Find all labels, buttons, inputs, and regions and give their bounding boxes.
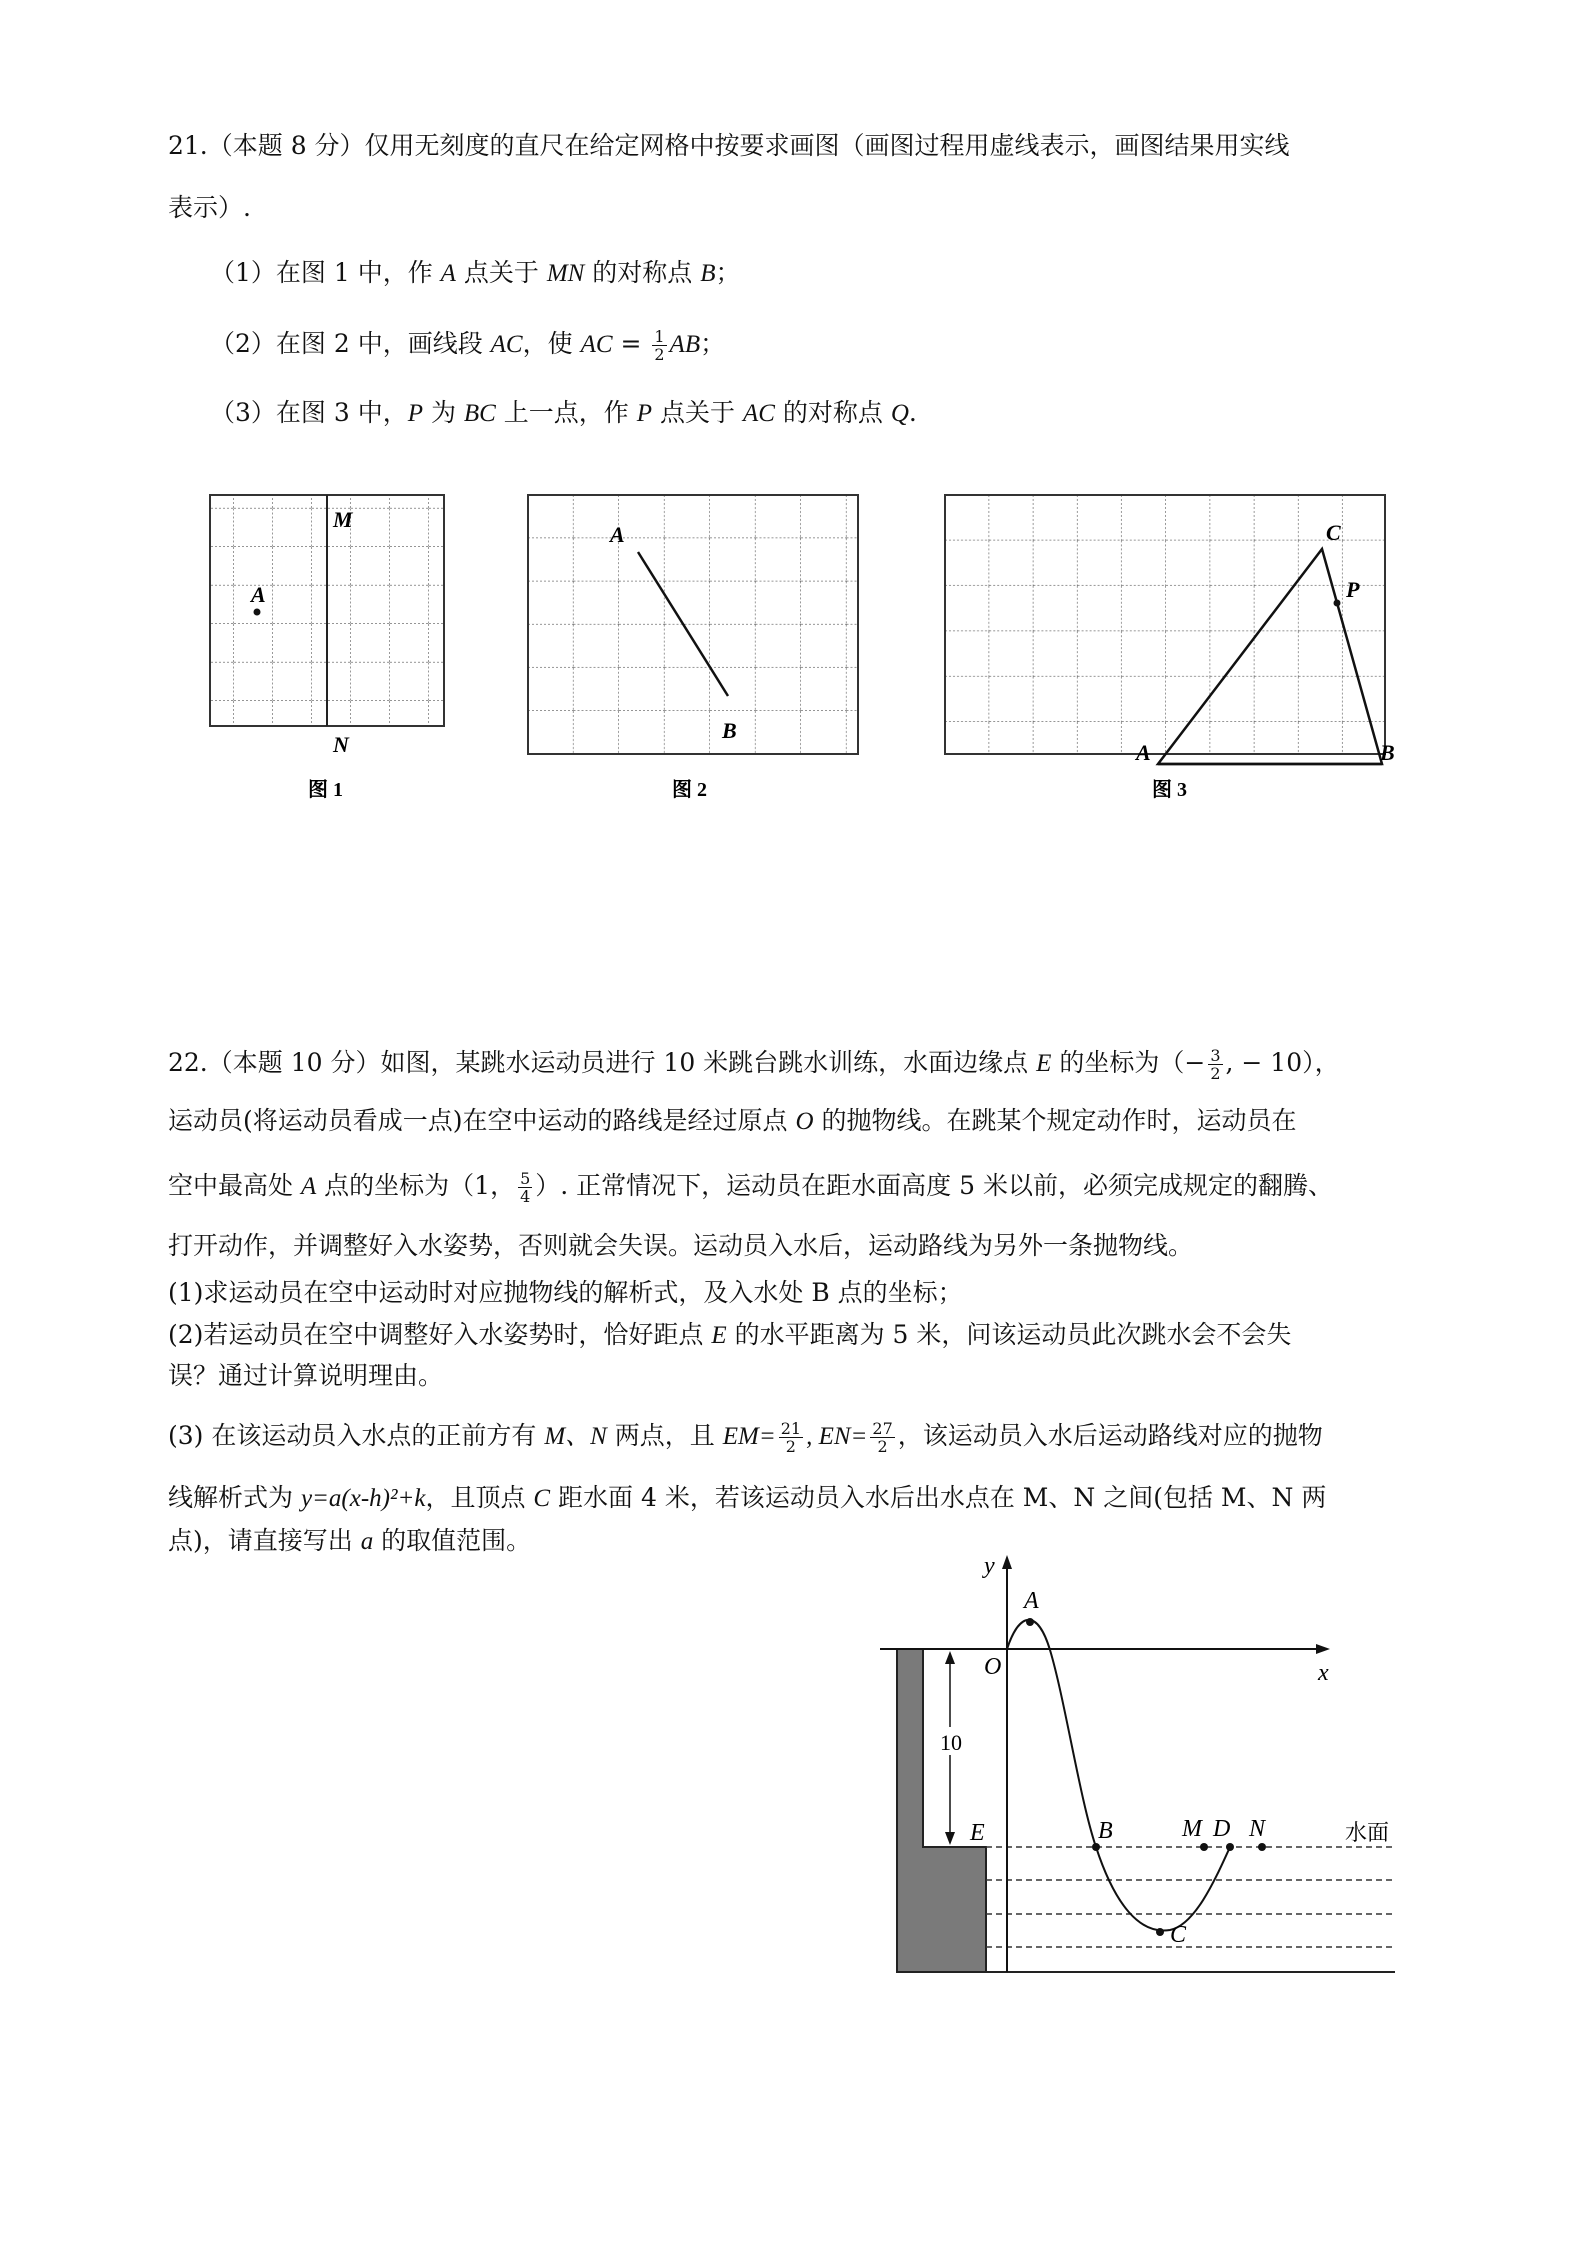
fig1-label-a: A [251, 582, 266, 607]
q21-line1: 21.（本题 8 分）仅用无刻度的直尺在给定网格中按要求画图（画图过程用虚线表示，画图结果用实线 [168, 131, 1290, 160]
fig1-label-n: N [333, 732, 349, 757]
fig1-label-m: M [333, 507, 353, 532]
height-label: 10 [940, 1730, 962, 1755]
label-c: C [1170, 1922, 1187, 1948]
fraction-one-half: $\frac{1}{2}$ [654, 327, 665, 364]
figure-2 [528, 495, 858, 801]
q21-part1: （1）在图 1 中，作 A 点关于 MN 的对称点 B； [210, 258, 741, 287]
point-d [1226, 1843, 1234, 1851]
q21-line2: 表示）. [168, 193, 251, 222]
q22-line1: 22.（本题 10 分）如图，某跳水运动员进行 10 米跳台跳水训练，水面边缘点 E 的坐标为（− $\frac{3}{2}$ , − 10）， [168, 1046, 1340, 1083]
label-o: O [984, 1654, 1002, 1680]
fig1-caption: 图 1 [308, 779, 343, 801]
q21-figures [0, 470, 1586, 830]
point-a [1026, 1618, 1034, 1626]
fig3-label-p: P [1346, 577, 1360, 602]
label-e: E [970, 1820, 985, 1846]
q22-sub3-line2: 线解析式为 y=a(x-h)²+k，且顶点 C 距水面 4 米，若该运动员入水后出水点在 M、N 之间(包括 M、N 两 [168, 1483, 1327, 1512]
fig2-caption: 图 2 [672, 779, 707, 801]
label-d: D [1213, 1816, 1231, 1842]
point-c [1156, 1928, 1164, 1936]
point-b [1092, 1843, 1100, 1851]
q22-sub3: (3) 在该运动员入水点的正前方有 M、N 两点，且 EM= $\frac{21}{2}$ , EN= $\frac{27}{2}$ ，该运动员入水后运动路线对应的抛物 [168, 1419, 1323, 1456]
label-n: N [1249, 1816, 1266, 1842]
fig3-label-c: C [1326, 520, 1341, 545]
q22-sub2: (2)若运动员在空中调整好入水姿势时，恰好距点 E 的水平距离为 5 米，问该运动员此次跳水会不会失 [168, 1320, 1292, 1349]
fig2-label-b: B [722, 718, 737, 743]
label-x: x [1318, 1660, 1329, 1686]
figure-3 [945, 495, 1395, 801]
fig3-caption: 图 3 [1152, 779, 1187, 801]
q21-part3: （3）在图 3 中，P 为 BC 上一点，作 P 点关于 AC 的对称点 Q. [210, 398, 917, 427]
q22-line3: 空中最高处 A 点的坐标为（1， $\frac{5}{4}$ ）. 正常情况下，运动员在距水面高度 5 米以前，必须完成规定的翻腾、 [168, 1169, 1333, 1206]
label-y: y [984, 1553, 995, 1579]
fig2-label-a: A [610, 522, 625, 547]
q22-sub1: (1)求运动员在空中运动时对应抛物线的解析式，及入水处 B 点的坐标； [168, 1278, 963, 1307]
q22-sub2-line2: 误？通过计算说明理由。 [168, 1361, 444, 1390]
label-m: M [1182, 1816, 1202, 1842]
fig3-label-a: A [1136, 740, 1151, 765]
point-m [1200, 1843, 1208, 1851]
q22-line4: 打开动作，并调整好入水姿势，否则就会失误。运动员入水后，运动路线为另外一条抛物线。 [168, 1231, 1194, 1260]
trajectory-curve [1007, 1620, 1230, 1931]
fig3-label-b: B [1380, 740, 1395, 765]
q22-line2: 运动员(将运动员看成一点)在空中运动的路线是经过原点 O 的抛物线。在跳某个规定动作时，运动员在 [168, 1106, 1297, 1135]
point-n [1258, 1843, 1266, 1851]
q21-part2: （2）在图 2 中，画线段 AC，使 AC = $\frac{1}{2}$ AB； [210, 327, 726, 364]
label-b: B [1098, 1818, 1113, 1844]
label-a: A [1024, 1588, 1039, 1614]
q22-sub3-line3: 点)，请直接写出 a 的取值范围。 [168, 1526, 532, 1555]
fig1-point-a [254, 609, 261, 616]
fig3-point-p [1334, 600, 1341, 607]
label-water: 水面 [1345, 1820, 1390, 1845]
q22-figure [880, 1540, 1400, 1980]
figure-1 [210, 495, 444, 801]
diving-platform [897, 1649, 986, 1972]
